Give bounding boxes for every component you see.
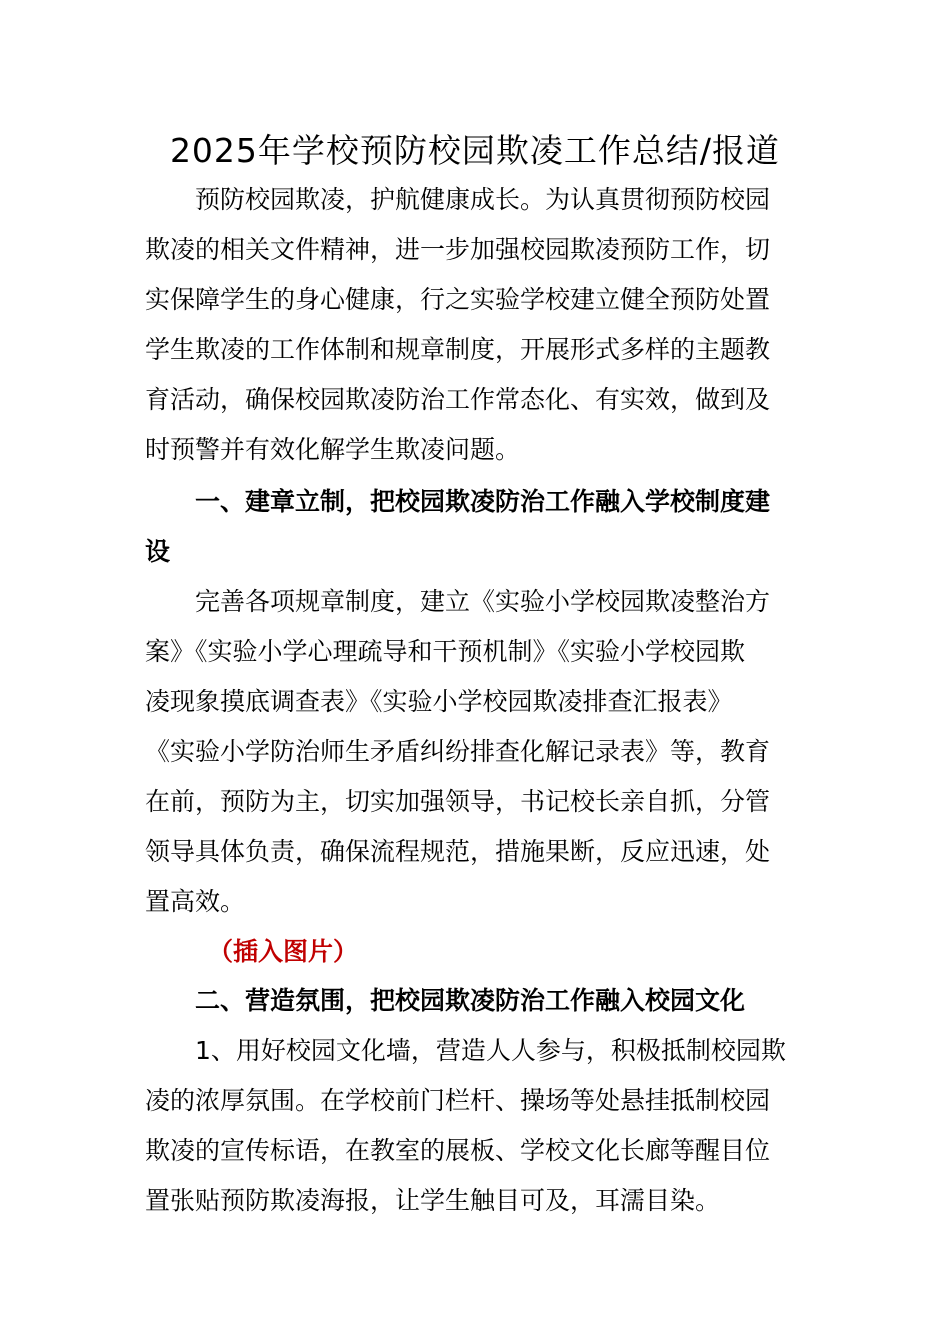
- section1-line-1: 完善各项规章制度，建立《实验小学校园欺凌整治方: [195, 587, 771, 616]
- section1-line-6: 领导具体负责，确保流程规范，措施果断，反应迅速，处: [145, 837, 771, 866]
- section1-line-2: 案》《实验小学心理疏导和干预机制》《实验小学校园欺: [145, 637, 746, 666]
- intro-line-3: 实保障学生的身心健康，行之实验学校建立健全预防处置: [145, 285, 771, 314]
- section2-line-4: 置张贴预防欺凌海报，让学生触目可及，耳濡目染。: [145, 1186, 721, 1215]
- section2-line-3: 欺凌的宣传标语，在教室的展板、学校文化长廊等醒目位: [145, 1136, 771, 1165]
- section1-line-5: 在前，预防为主，切实加强领导，书记校长亲自抓，分管: [145, 787, 771, 816]
- intro-line-5: 育活动，确保校园欺凌防治工作常态化、有实效，做到及: [145, 385, 771, 414]
- intro-line-1: 预防校园欺凌，护航健康成长。为认真贯彻预防校园: [195, 185, 771, 214]
- document-title: 2025年学校预防校园欺凌工作总结/报道: [169, 131, 781, 170]
- section2-line-2: 凌的浓厚氛围。在学校前门栏杆、操场等处悬挂抵制校园: [145, 1086, 771, 1115]
- image-placeholder: （插入图片）: [208, 937, 359, 966]
- section2-heading: 二、营造氛围，把校园欺凌防治工作融入校园文化: [195, 986, 746, 1015]
- intro-line-6: 时预警并有效化解学生欺凌问题。: [145, 435, 521, 464]
- intro-line-4: 学生欺凌的工作体制和规章制度，开展形式多样的主题教: [145, 335, 771, 364]
- intro-line-2: 欺凌的相关文件精神，进一步加强校园欺凌预防工作，切: [145, 235, 771, 264]
- section1-heading-line-1: 一、建章立制，把校园欺凌防治工作融入学校制度建: [195, 487, 771, 516]
- section1-line-4: 《实验小学防治师生矛盾纠纷排查化解记录表》等，教育: [145, 737, 771, 766]
- section1-heading-line-2: 设: [145, 537, 171, 566]
- section1-line-7: 置高效。: [145, 887, 246, 916]
- section1-line-3: 凌现象摸底调查表》《实验小学校园欺凌排查汇报表》: [145, 687, 733, 716]
- section2-line-1: 1、用好校园文化墙，营造人人参与，积极抵制校园欺: [195, 1036, 786, 1065]
